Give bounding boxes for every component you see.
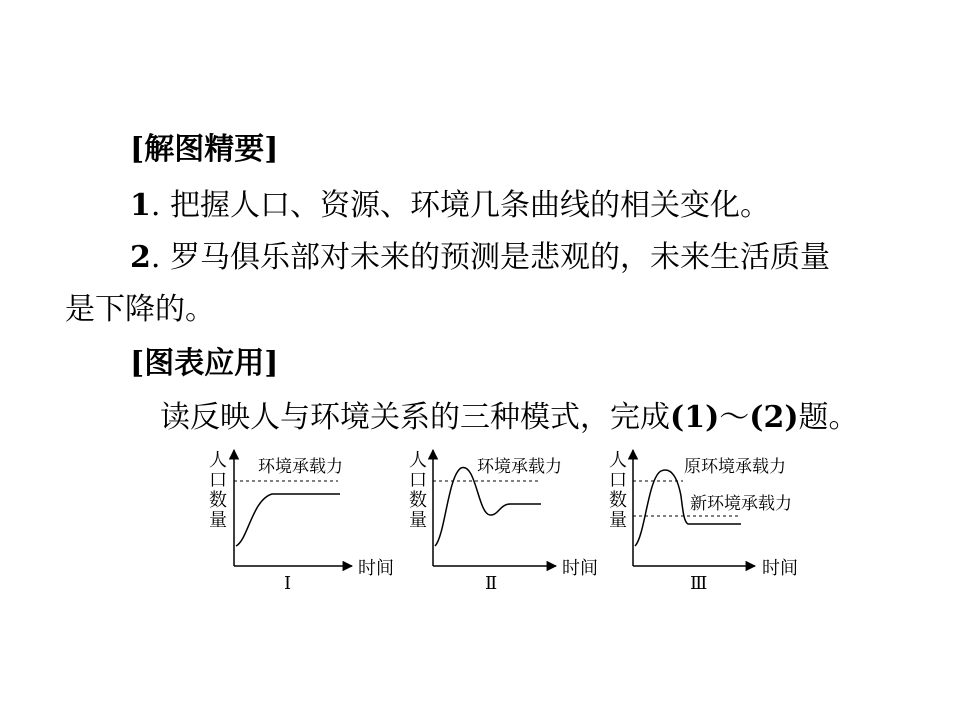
intro-text-e: 题。 (798, 400, 859, 435)
point-1-text: . 把握人口、资源、环境几条曲线的相关变化。 (150, 188, 770, 223)
point-2-number: 2 (130, 240, 151, 275)
y-label-char: 口 (209, 470, 227, 491)
panel-roman-1: Ⅰ (284, 573, 292, 594)
y-label-char: 量 (409, 510, 427, 531)
point-2-continuation: 是下降的。 (65, 292, 215, 327)
capacity-label-1: 环境承载力 (258, 457, 343, 477)
y-axis-label-1 (209, 450, 227, 531)
section-heading-jietu: [解图精要] (130, 132, 279, 167)
intro-text-a: 读反映人与环境关系的三种模式，完成 (160, 400, 670, 435)
intro-tilde: ～ (719, 400, 750, 435)
y-label-char: 口 (409, 470, 427, 491)
question-ref-2: (2) (749, 400, 799, 435)
population-curve-1 (236, 494, 340, 546)
y-label-char: 数 (409, 490, 427, 511)
y-label-char: 数 (609, 490, 627, 511)
new-capacity-label: 新环境承载力 (690, 494, 792, 514)
point-1-number: 1 (130, 188, 151, 223)
population-curve-2 (435, 468, 541, 546)
y-label-char: 人 (409, 450, 427, 471)
y-label-char: 口 (609, 470, 627, 491)
original-capacity-label: 原环境承载力 (684, 457, 786, 477)
y-label-char: 量 (209, 510, 227, 531)
x-axis-label-3: 时间 (762, 558, 798, 579)
y-label-char: 人 (209, 450, 227, 471)
x-axis-label-2: 时间 (562, 558, 598, 579)
x-axis-label-1: 时间 (358, 558, 394, 579)
diagram-panel-2 (409, 450, 598, 594)
point-2-text-a: . 罗马俱乐部对未来的预测是悲观的，未来生活质量 (150, 240, 830, 275)
diagram-panel-3 (609, 450, 798, 594)
y-axis-label-3 (609, 450, 627, 531)
y-axis-label-2 (409, 450, 427, 531)
panel-roman-3: Ⅲ (690, 573, 708, 594)
question-ref-1: (1) (670, 400, 720, 435)
section-heading-tubiao: [图表应用] (130, 346, 279, 381)
panel-roman-2: Ⅱ (485, 573, 498, 594)
y-label-char: 人 (609, 450, 627, 471)
y-label-char: 数 (209, 490, 227, 511)
diagram-panel-1 (209, 450, 394, 594)
capacity-label-2: 环境承载力 (477, 457, 562, 477)
y-label-char: 量 (609, 510, 627, 531)
